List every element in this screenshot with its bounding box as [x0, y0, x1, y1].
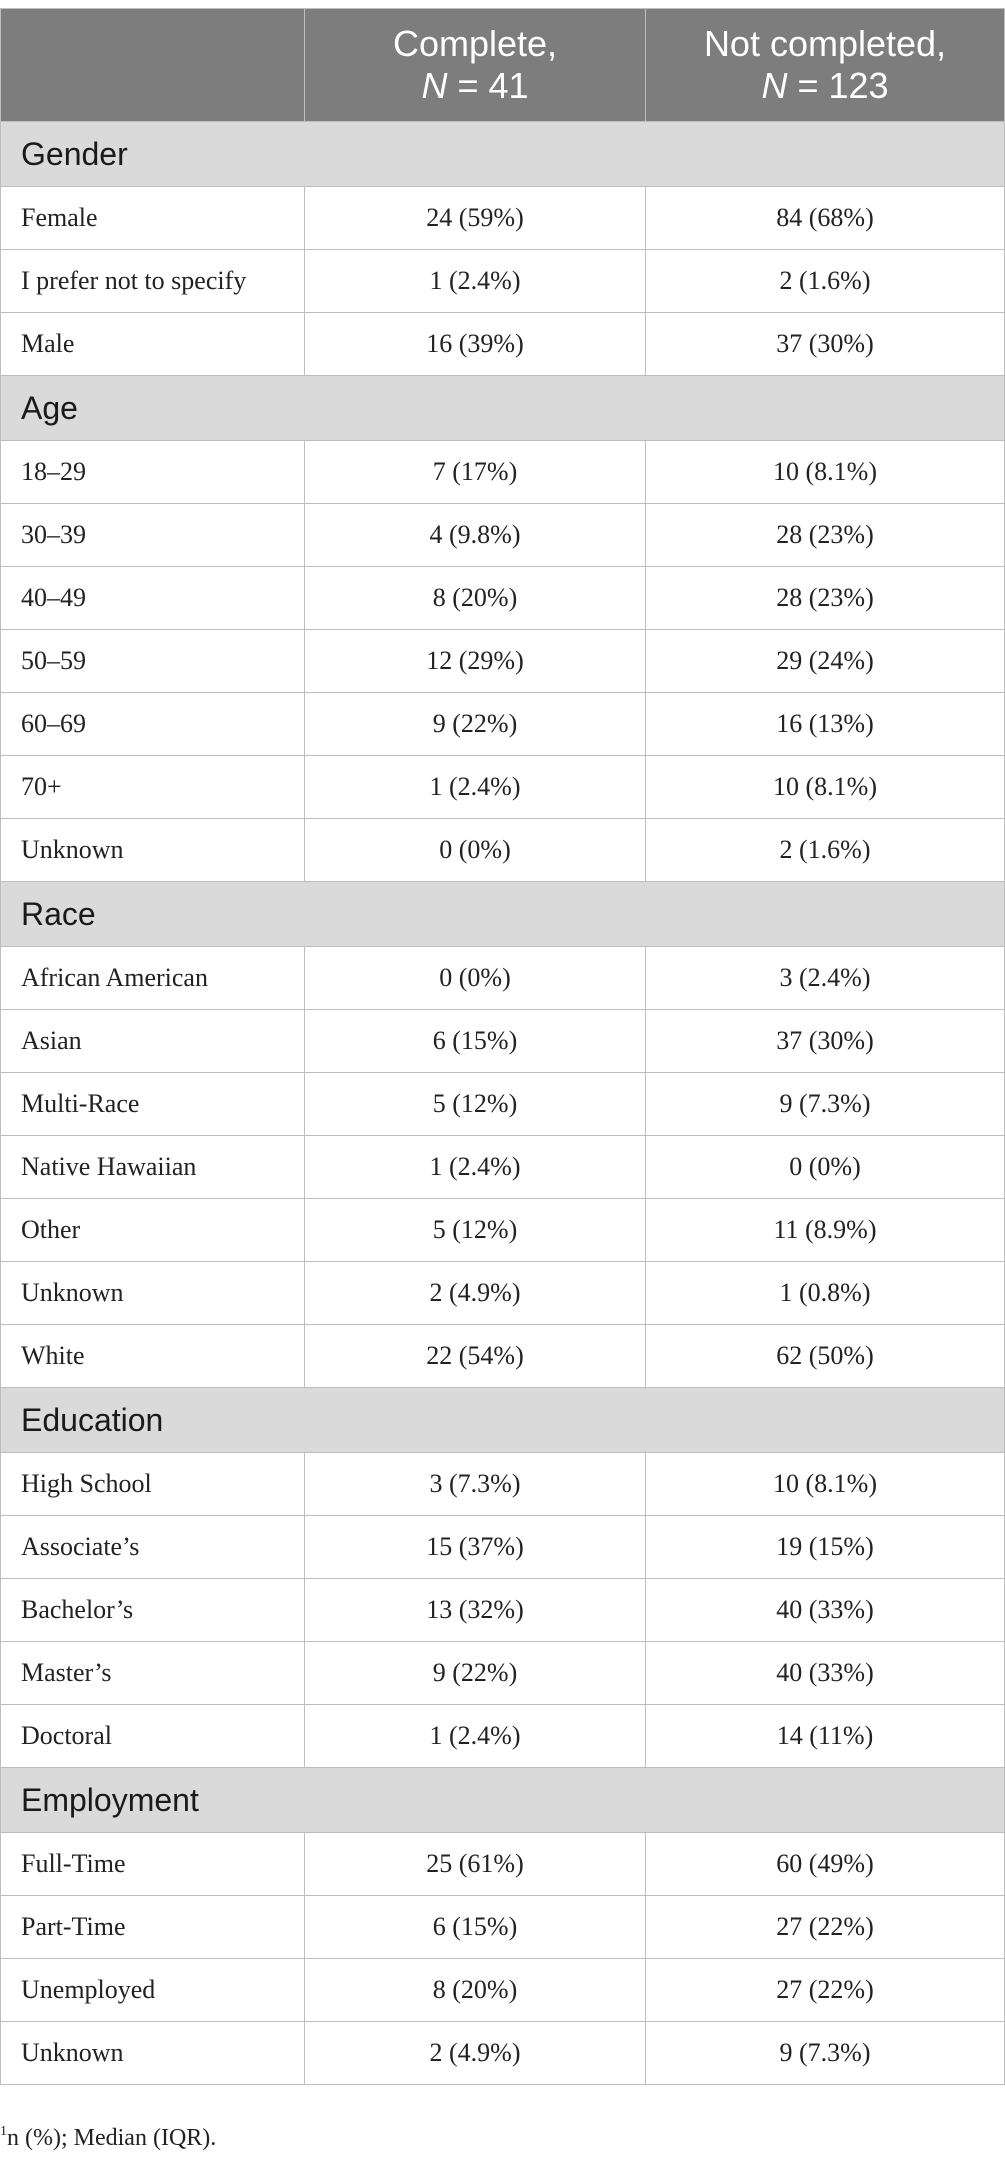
- table-row: [1, 1896, 1005, 1959]
- row-label: White: [1, 1325, 305, 1388]
- demographics-table: [0, 8, 1005, 2085]
- table-row: [1, 1959, 1005, 2022]
- complete-value: 8 (20%): [305, 1959, 646, 2022]
- row-label: Unknown: [1, 1262, 305, 1325]
- header-not-completed-n-value: = 123: [787, 65, 889, 106]
- not-completed-value: 0 (0%): [646, 1136, 1005, 1199]
- table-row: [1, 313, 1005, 376]
- footnote-text: n (%); Median (IQR).: [7, 2125, 217, 2151]
- row-label: 30–39: [1, 504, 305, 567]
- row-label: 50–59: [1, 630, 305, 693]
- row-label: Unknown: [1, 819, 305, 882]
- row-label: Doctoral: [1, 1705, 305, 1768]
- row-label: Part-Time: [1, 1896, 305, 1959]
- not-completed-value: 19 (15%): [646, 1516, 1005, 1579]
- header-row: [1, 9, 1005, 122]
- section-row-employment: [1, 1768, 1005, 1833]
- complete-value: 6 (15%): [305, 1896, 646, 1959]
- row-label: 40–49: [1, 567, 305, 630]
- table-row: [1, 1705, 1005, 1768]
- row-label: Multi-Race: [1, 1073, 305, 1136]
- header-not-completed-label: Not completed,: [703, 23, 947, 64]
- section-row-race: [1, 882, 1005, 947]
- not-completed-value: 84 (68%): [646, 187, 1005, 250]
- section-row-age: [1, 376, 1005, 441]
- complete-value: 9 (22%): [305, 1642, 646, 1705]
- section-title: Employment: [1, 1768, 1005, 1833]
- row-label: Full-Time: [1, 1833, 305, 1896]
- header-complete-label: Complete,: [392, 23, 558, 64]
- not-completed-value: 40 (33%): [646, 1579, 1005, 1642]
- not-completed-value: 2 (1.6%): [646, 250, 1005, 313]
- complete-value: 0 (0%): [305, 819, 646, 882]
- table-row: [1, 1642, 1005, 1705]
- row-label: Native Hawaiian: [1, 1136, 305, 1199]
- complete-value: 15 (37%): [305, 1516, 646, 1579]
- section-title: Gender: [1, 122, 1005, 187]
- not-completed-value: 16 (13%): [646, 693, 1005, 756]
- complete-value: 2 (4.9%): [305, 2022, 646, 2085]
- complete-value: 1 (2.4%): [305, 250, 646, 313]
- table-row: [1, 1010, 1005, 1073]
- complete-value: 4 (9.8%): [305, 504, 646, 567]
- row-label: Other: [1, 1199, 305, 1262]
- not-completed-value: 62 (50%): [646, 1325, 1005, 1388]
- complete-value: 5 (12%): [305, 1073, 646, 1136]
- row-label: Unknown: [1, 2022, 305, 2085]
- row-label: 70+: [1, 756, 305, 819]
- complete-value: 0 (0%): [305, 947, 646, 1010]
- complete-value: 12 (29%): [305, 630, 646, 693]
- row-label: Associate’s: [1, 1516, 305, 1579]
- header-complete-n-value: = 41: [447, 65, 529, 106]
- table-row: [1, 1199, 1005, 1262]
- not-completed-value: 37 (30%): [646, 1010, 1005, 1073]
- table-row: [1, 756, 1005, 819]
- not-completed-value: 28 (23%): [646, 504, 1005, 567]
- row-label: I prefer not to specify: [1, 250, 305, 313]
- complete-value: 7 (17%): [305, 441, 646, 504]
- row-label: High School: [1, 1453, 305, 1516]
- row-label: Master’s: [1, 1642, 305, 1705]
- complete-value: 5 (12%): [305, 1199, 646, 1262]
- header-complete: [305, 9, 646, 122]
- row-label: Female: [1, 187, 305, 250]
- row-label: Bachelor’s: [1, 1579, 305, 1642]
- table-row: [1, 1073, 1005, 1136]
- not-completed-value: 10 (8.1%): [646, 441, 1005, 504]
- table-row: [1, 2022, 1005, 2085]
- table-row: [1, 567, 1005, 630]
- row-label: Unemployed: [1, 1959, 305, 2022]
- complete-value: 1 (2.4%): [305, 756, 646, 819]
- table-row: [1, 1453, 1005, 1516]
- row-label: African American: [1, 947, 305, 1010]
- complete-value: 9 (22%): [305, 693, 646, 756]
- table-row: [1, 819, 1005, 882]
- section-row-gender: [1, 122, 1005, 187]
- table-row: [1, 504, 1005, 567]
- table-row: [1, 1516, 1005, 1579]
- not-completed-value: 10 (8.1%): [646, 756, 1005, 819]
- complete-value: 16 (39%): [305, 313, 646, 376]
- complete-value: 13 (32%): [305, 1579, 646, 1642]
- not-completed-value: 27 (22%): [646, 1896, 1005, 1959]
- not-completed-value: 10 (8.1%): [646, 1453, 1005, 1516]
- table-row: [1, 1136, 1005, 1199]
- not-completed-value: 1 (0.8%): [646, 1262, 1005, 1325]
- not-completed-value: 37 (30%): [646, 313, 1005, 376]
- table-row: [1, 187, 1005, 250]
- table-row: [1, 250, 1005, 313]
- not-completed-value: 27 (22%): [646, 1959, 1005, 2022]
- not-completed-value: 11 (8.9%): [646, 1199, 1005, 1262]
- section-title: Race: [1, 882, 1005, 947]
- row-label: Male: [1, 313, 305, 376]
- not-completed-value: 28 (23%): [646, 567, 1005, 630]
- table-header: [1, 9, 1005, 122]
- table-row: [1, 1262, 1005, 1325]
- table-row: [1, 1833, 1005, 1896]
- not-completed-value: 60 (49%): [646, 1833, 1005, 1896]
- table-row: [1, 630, 1005, 693]
- row-label: 60–69: [1, 693, 305, 756]
- complete-value: 2 (4.9%): [305, 1262, 646, 1325]
- not-completed-value: 40 (33%): [646, 1642, 1005, 1705]
- not-completed-value: 2 (1.6%): [646, 819, 1005, 882]
- not-completed-value: 9 (7.3%): [646, 1073, 1005, 1136]
- table-body: [1, 122, 1005, 2085]
- section-title: Education: [1, 1388, 1005, 1453]
- header-not-completed-n-symbol: N: [761, 65, 788, 106]
- not-completed-value: 3 (2.4%): [646, 947, 1005, 1010]
- row-label: Asian: [1, 1010, 305, 1073]
- table-row: [1, 693, 1005, 756]
- header-characteristic: [1, 9, 305, 122]
- complete-value: 1 (2.4%): [305, 1136, 646, 1199]
- complete-value: 6 (15%): [305, 1010, 646, 1073]
- table-row: [1, 1579, 1005, 1642]
- table-footnote: [0, 2124, 216, 2152]
- complete-value: 22 (54%): [305, 1325, 646, 1388]
- table-row: [1, 1325, 1005, 1388]
- complete-value: 24 (59%): [305, 187, 646, 250]
- table-row: [1, 441, 1005, 504]
- section-title: Age: [1, 376, 1005, 441]
- header-not-completed: [646, 9, 1005, 122]
- row-label: 18–29: [1, 441, 305, 504]
- not-completed-value: 29 (24%): [646, 630, 1005, 693]
- complete-value: 1 (2.4%): [305, 1705, 646, 1768]
- footnote-marker: 1: [0, 2124, 7, 2139]
- not-completed-value: 14 (11%): [646, 1705, 1005, 1768]
- table-row: [1, 947, 1005, 1010]
- section-row-education: [1, 1388, 1005, 1453]
- complete-value: 3 (7.3%): [305, 1453, 646, 1516]
- complete-value: 25 (61%): [305, 1833, 646, 1896]
- complete-value: 8 (20%): [305, 567, 646, 630]
- not-completed-value: 9 (7.3%): [646, 2022, 1005, 2085]
- header-complete-n-symbol: N: [421, 65, 448, 106]
